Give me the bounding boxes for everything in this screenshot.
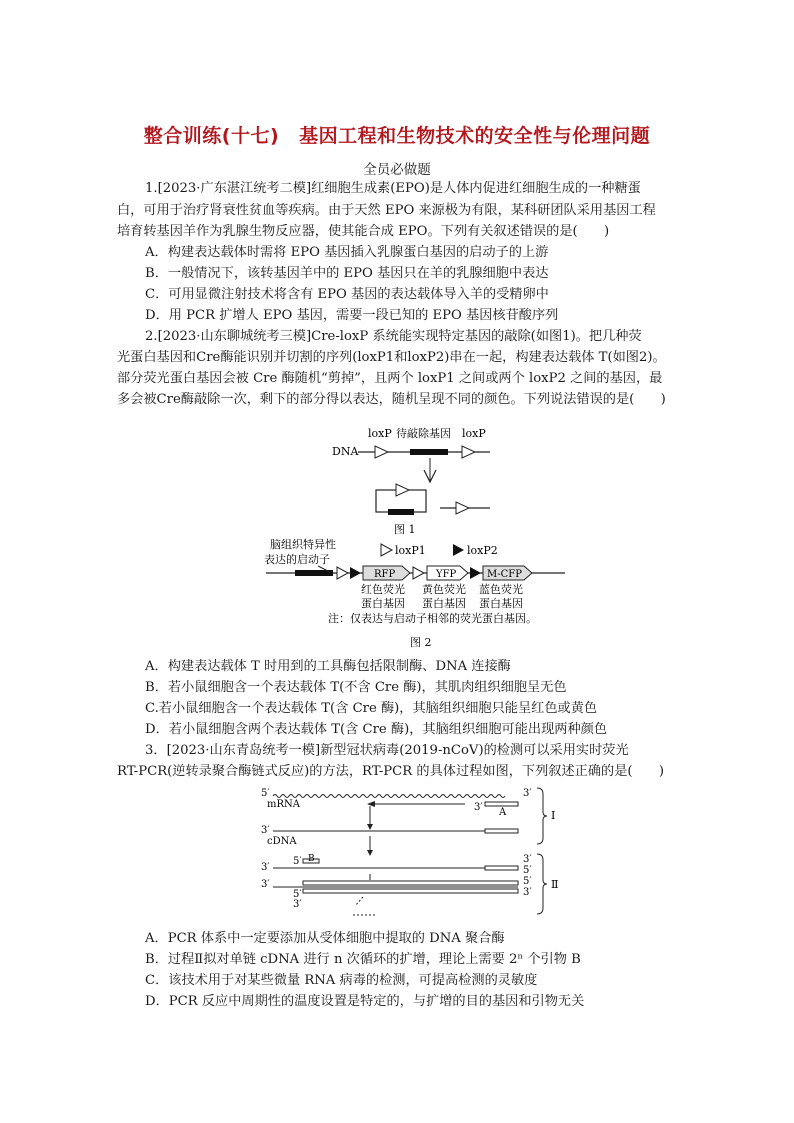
fig3-s2-row2-3prime: 3′ [261, 862, 270, 873]
fig3-s2-row4-5prime: 5′ [293, 889, 302, 900]
fig2-legend-loxp1: loxP1 [395, 544, 426, 557]
fig3-primer-a-3prime: 3′ [474, 802, 483, 813]
fig2-caption: 图 2 [410, 636, 432, 649]
q1-line-1: 1.[2023·广东湛江统考二模]红细胞生成素(EPO)是人体内促进红细胞生成的一种糖蛋 [145, 181, 641, 196]
section-heading: 全员必做题 [363, 162, 431, 178]
fig2-cfp-desc-1: 蓝色荧光 [479, 583, 523, 596]
q1-option-d: D．用 PCR 扩增人 EPO 基因，需要一段已知的 EPO 基因核苷酸序列 [145, 308, 559, 323]
fig1-dna-label: DNA [332, 445, 359, 458]
q2-option-d: D．若小鼠细胞含两个表达载体 T(含 Cre 酶)，其脑组织细胞可能出现两种颜色 [145, 722, 608, 737]
title-part1: 整合训练(十七) [143, 125, 280, 147]
fig3-stage-2: Ⅱ [551, 878, 559, 891]
fig3-primer-b-label: B [308, 854, 315, 864]
fig3-s2-row1-5prime: 5′ [293, 856, 302, 867]
fig3-bracket-2 [537, 854, 547, 914]
q2-line-1: 2.[2023·山东聊城统考三模]Cre-loxP 系统能实现特定基因的敲除(如图1)。把几种荧 [145, 329, 642, 344]
fig3-s2-row3-3prime: 3′ [261, 879, 270, 890]
fig2-yfp-desc-1: 黄色荧光 [422, 583, 466, 596]
fig2-loxp2-a-icon [350, 567, 361, 579]
fig2-note: 注：仅表达与启动子相邻的荧光蛋白基因。 [328, 612, 537, 625]
q2-option-a: A．构建表达载体 T 时用到的工具酶包括限制酶、DNA 连接酶 [145, 659, 511, 674]
q3-option-a: A．PCR 体系中一定要添加从受体细胞中提取的 DNA 聚合酶 [145, 931, 505, 946]
fig3-mrna-label: mRNA [267, 799, 300, 810]
figure-3 [255, 784, 575, 924]
fig2-rfp-label: RFP [374, 569, 396, 580]
q2-option-c: C.若小鼠细胞含一个表达载体 T(含 Cre 酶)，其脑组织细胞只能呈红色或黄色 [145, 701, 598, 716]
fig1-loxp-right-icon [462, 446, 475, 458]
q2-line-2: 光蛋白基因和Cre酶能识别并切割的序列(loxP1和loxP2)串在一起，构建表达载体 T(如图2)。 [117, 350, 666, 365]
q3-line-1: 3．[2023·山东青岛统考一模]新型冠状病毒(2019-nCoV)的检测可以采用实时荧光 [145, 743, 629, 758]
q1-option-b: B．一般情况下，该转基因羊中的 EPO 基因只在羊的乳腺细胞中表达 [145, 266, 549, 281]
figure-2 [260, 536, 580, 656]
fig1-remaining-loxp-icon [456, 502, 469, 514]
fig1-excised-gene [388, 509, 414, 515]
q1-line-2: 白，可用于治疗肾衰性贫血等疾病。由于天然 EPO 来源极为有限，某科研团队采用基因工程 [117, 203, 656, 218]
fig1-loxp-left-label: loxP [368, 427, 392, 440]
fig3-cdna-primer-end [485, 829, 518, 833]
fig2-cfp-desc-2: 蛋白基因 [479, 597, 523, 610]
fig3-s2-right-3prime: 3′ [523, 854, 532, 865]
fig3-rt-arrow-icon [367, 801, 375, 807]
q2-line-3: 部分荧光蛋白基因会被 Cre 酶随机“剪掉”，且两个 loxP1 之间或两个 loxP2 之间的基因，最 [117, 371, 663, 386]
fig3-s2-row5-3prime: 3′ [293, 899, 302, 910]
q2-line-4: 多会被Cre酶敲除一次，剩下的部分得以表达，随机呈现不同的颜色。下列说法错误的是( ) [117, 392, 666, 407]
fig2-rfp-desc-1: 红色荧光 [361, 583, 405, 596]
fig2-legend-loxp1-icon [381, 544, 392, 556]
fig3-cdna-3prime: 3′ [261, 825, 270, 836]
fig1-target-gene [410, 449, 448, 455]
fig3-stage-1: Ⅰ [551, 809, 556, 822]
q1-option-a: A．构建表达载体时需将 EPO 基因插入乳腺蛋白基因的启动子的上游 [145, 245, 549, 260]
fig2-legend-loxp2-icon [453, 544, 464, 556]
fig3-s2-right2-5prime: 5′ [523, 876, 532, 887]
title-part2: 基因工程和生物技术的安全性与伦理问题 [299, 125, 651, 147]
fig3-mrna-strand [273, 795, 505, 798]
q2-option-b: B．若小鼠细胞含一个表达载体 T(不含 Cre 酶)，其肌肉组织细胞呈无色 [145, 680, 567, 695]
fig1-loxp-left-icon [375, 446, 388, 458]
fig3-mrna-3prime: 3′ [523, 788, 532, 799]
fig3-step-arrow-1-head [367, 824, 373, 830]
fig3-s2-template-end [485, 866, 518, 870]
fig1-excised-loxp-icon [396, 484, 409, 496]
q3-option-c: C．该技术用于对某些微量 RNA 病毒的检测，可提高检测的灵敏度 [145, 973, 538, 988]
q1-line-3: 培育转基因羊作为乳腺生物反应器，使其能合成 EPO。下列有关叙述错误的是( ) [117, 224, 610, 239]
fig3-s2-ds-top [303, 881, 518, 885]
fig2-loxp1-b-icon [413, 567, 424, 579]
fig1-caption: 图 1 [394, 523, 416, 536]
fig3-bracket-1 [537, 788, 547, 844]
fig2-promoter-line1: 脑组织特异性 [270, 538, 336, 551]
fig2-mcfp-label: M-CFP [487, 569, 522, 580]
fig3-s2-right2-3prime: 3′ [523, 887, 532, 898]
fig3-step-arrow-2-head [367, 850, 373, 856]
fig3-step-arrow-4 [355, 897, 363, 906]
fig1-gene-label: 待敲除基因 [396, 427, 451, 440]
q3-line-2: RT-PCR(逆转录聚合酶链式反应)的方法，RT-PCR 的具体过程如图，下列叙述正确的是( ) [117, 764, 665, 779]
fig3-primer-a [485, 802, 518, 806]
q3-option-d: D．PCR 反应中周期性的温度设置是特定的，与扩增的目的基因和引物无关 [145, 994, 585, 1009]
fig2-loxp1-a-icon [337, 567, 348, 579]
fig3-cdna-label: cDNA [267, 836, 297, 847]
fig2-promoter-line2: 表达的启动子 [264, 553, 330, 566]
page-title [0, 121, 794, 148]
fig2-yfp-desc-2: 蛋白基因 [422, 597, 466, 610]
fig2-legend-loxp2: loxP2 [467, 544, 498, 557]
fig3-mrna-5prime: 5′ [261, 788, 270, 799]
fig2-rfp-desc-2: 蛋白基因 [361, 597, 405, 610]
fig3-s2-right-5prime: 5′ [523, 865, 532, 876]
fig2-yfp-label: YFP [436, 569, 457, 580]
fig2-loxp2-b-icon [470, 567, 481, 579]
fig1-loxp-right-label: loxP [462, 427, 486, 440]
fig3-s2-ds-bottom [303, 889, 518, 893]
q3-option-b: B．过程Ⅱ拟对单链 cDNA 进行 n 次循环的扩增，理论上需要 2ⁿ 个引物 B [145, 952, 581, 967]
figure-1 [320, 420, 520, 540]
fig3-primer-a-label: A [499, 807, 507, 818]
q1-option-c: C．可用显微注射技术将含有 EPO 基因的表达载体导入羊的受精卵中 [145, 287, 549, 302]
